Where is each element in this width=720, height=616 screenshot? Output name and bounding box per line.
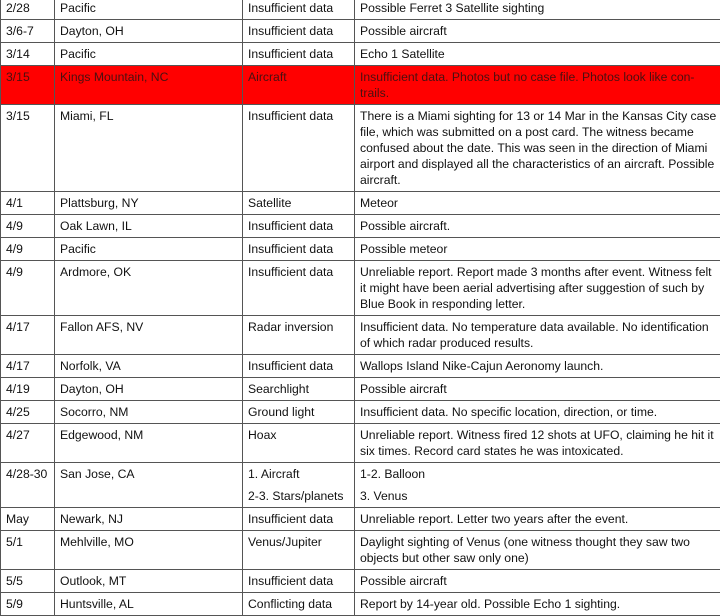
table-row <box>1 531 720 570</box>
date-cell: 3/6-7 <box>1 20 55 43</box>
table-row <box>1 0 720 20</box>
evaluation-cell: Venus/Jupiter <box>243 531 355 570</box>
location-cell: Norfolk, VA <box>55 355 243 378</box>
comments-cell: Echo 1 Satellite <box>355 43 720 66</box>
evaluation-cell: Insufficient data <box>243 105 355 192</box>
evaluation-cell: Hoax <box>243 424 355 463</box>
location-cell: Newark, NJ <box>55 508 243 531</box>
comments-cell <box>355 463 720 508</box>
comments-cell: Possible aircraft <box>355 20 720 43</box>
evaluation-item: 2-3. Stars/planets <box>248 488 349 504</box>
evaluation-cell: Insufficient data <box>243 43 355 66</box>
date-cell: May <box>1 508 55 531</box>
evaluation-cell: Insufficient data <box>243 215 355 238</box>
comments-cell: Unreliable report. Report made 3 months after event. Witness felt it might have been aerial advertising after suggestion of such by Blue Book in responding letter. <box>355 261 720 316</box>
table-row <box>1 593 720 616</box>
location-cell: Edgewood, NM <box>55 424 243 463</box>
location-cell: Miami, FL <box>55 105 243 192</box>
table-row <box>1 316 720 355</box>
sightings-table-body <box>1 0 720 616</box>
evaluation-cell: Insufficient data <box>243 508 355 531</box>
table-row <box>1 192 720 215</box>
location-cell: Ardmore, OK <box>55 261 243 316</box>
location-cell: Dayton, OH <box>55 20 243 43</box>
table-row <box>1 238 720 261</box>
comments-cell: Report by 14-year old. Possible Echo 1 sighting. <box>355 593 720 616</box>
evaluation-cell: Insufficient data <box>243 20 355 43</box>
date-cell: 3/15 <box>1 66 55 105</box>
date-cell: 4/25 <box>1 401 55 424</box>
evaluation-item: 1. Aircraft <box>248 466 349 482</box>
comments-cell: Unreliable report. Letter two years after the event. <box>355 508 720 531</box>
date-cell: 4/9 <box>1 215 55 238</box>
table-row-highlighted <box>1 66 720 105</box>
comments-cell: Wallops Island Nike-Cajun Aeronomy launch. <box>355 355 720 378</box>
comments-cell: Possible aircraft <box>355 570 720 593</box>
location-cell: San Jose, CA <box>55 463 243 508</box>
location-cell: Socorro, NM <box>55 401 243 424</box>
evaluation-cell: Satellite <box>243 192 355 215</box>
date-cell: 3/15 <box>1 105 55 192</box>
table-row <box>1 355 720 378</box>
table-row <box>1 20 720 43</box>
table-row <box>1 215 720 238</box>
location-cell: Pacific <box>55 238 243 261</box>
table-row <box>1 401 720 424</box>
location-cell: Oak Lawn, IL <box>55 215 243 238</box>
evaluation-cell: Conflicting data <box>243 593 355 616</box>
comments-cell: Insufficient data. No specific location, direction, or time. <box>355 401 720 424</box>
evaluation-cell: Insufficient data <box>243 355 355 378</box>
location-cell: Mehlville, MO <box>55 531 243 570</box>
evaluation-cell: Insufficient data <box>243 238 355 261</box>
date-cell: 5/9 <box>1 593 55 616</box>
date-cell: 3/14 <box>1 43 55 66</box>
table-row <box>1 261 720 316</box>
table-row <box>1 43 720 66</box>
table-row <box>1 508 720 531</box>
date-cell: 4/28-30 <box>1 463 55 508</box>
table-row <box>1 378 720 401</box>
table-row <box>1 463 720 508</box>
date-cell: 4/9 <box>1 261 55 316</box>
date-cell: 4/17 <box>1 355 55 378</box>
date-cell: 5/1 <box>1 531 55 570</box>
evaluation-cell: Insufficient data <box>243 0 355 20</box>
location-cell: Outlook, MT <box>55 570 243 593</box>
location-cell: Dayton, OH <box>55 378 243 401</box>
date-cell: 2/28 <box>1 0 55 20</box>
date-cell: 5/5 <box>1 570 55 593</box>
location-cell: Pacific <box>55 0 243 20</box>
comments-cell: Meteor <box>355 192 720 215</box>
date-cell: 4/19 <box>1 378 55 401</box>
location-cell: Pacific <box>55 43 243 66</box>
date-cell: 4/17 <box>1 316 55 355</box>
evaluation-cell: Searchlight <box>243 378 355 401</box>
table-row <box>1 105 720 192</box>
date-cell: 4/27 <box>1 424 55 463</box>
location-cell: Huntsville, AL <box>55 593 243 616</box>
evaluation-cell: Insufficient data <box>243 261 355 316</box>
comments-cell: Possible Ferret 3 Satellite sighting <box>355 0 720 20</box>
comments-cell: There is a Miami sighting for 13 or 14 Mar in the Kansas City case file, which was submitted on a post card. The witness became confused about the date. This was seen in the direction of Miami airport and displayed all the characteristics of an aircraft. Possible aircraft. <box>355 105 720 192</box>
comment-item: 3. Venus <box>360 488 717 504</box>
comments-cell: Possible meteor <box>355 238 720 261</box>
comments-cell: Unreliable report. Witness fired 12 shots at UFO, claiming he hit it six times. Record card states he was intoxicated. <box>355 424 720 463</box>
comments-cell: Insufficient data. No temperature data available. No identification of which radar produced results. <box>355 316 720 355</box>
comment-item: 1-2. Balloon <box>360 466 717 482</box>
comments-cell: Daylight sighting of Venus (one witness thought they saw two objects but other saw only one) <box>355 531 720 570</box>
location-cell: Plattsburg, NY <box>55 192 243 215</box>
evaluation-cell: Aircraft <box>243 66 355 105</box>
evaluation-cell: Ground light <box>243 401 355 424</box>
location-cell: Fallon AFS, NV <box>55 316 243 355</box>
comments-cell: Possible aircraft <box>355 378 720 401</box>
date-cell: 4/9 <box>1 238 55 261</box>
table-row <box>1 570 720 593</box>
date-cell: 4/1 <box>1 192 55 215</box>
table-row <box>1 424 720 463</box>
comments-cell: Insufficient data. Photos but no case file. Photos look like con-trails. <box>355 66 720 105</box>
location-cell: Kings Mountain, NC <box>55 66 243 105</box>
evaluation-cell: Radar inversion <box>243 316 355 355</box>
evaluation-cell: Insufficient data <box>243 570 355 593</box>
evaluation-cell <box>243 463 355 508</box>
comments-cell: Possible aircraft. <box>355 215 720 238</box>
